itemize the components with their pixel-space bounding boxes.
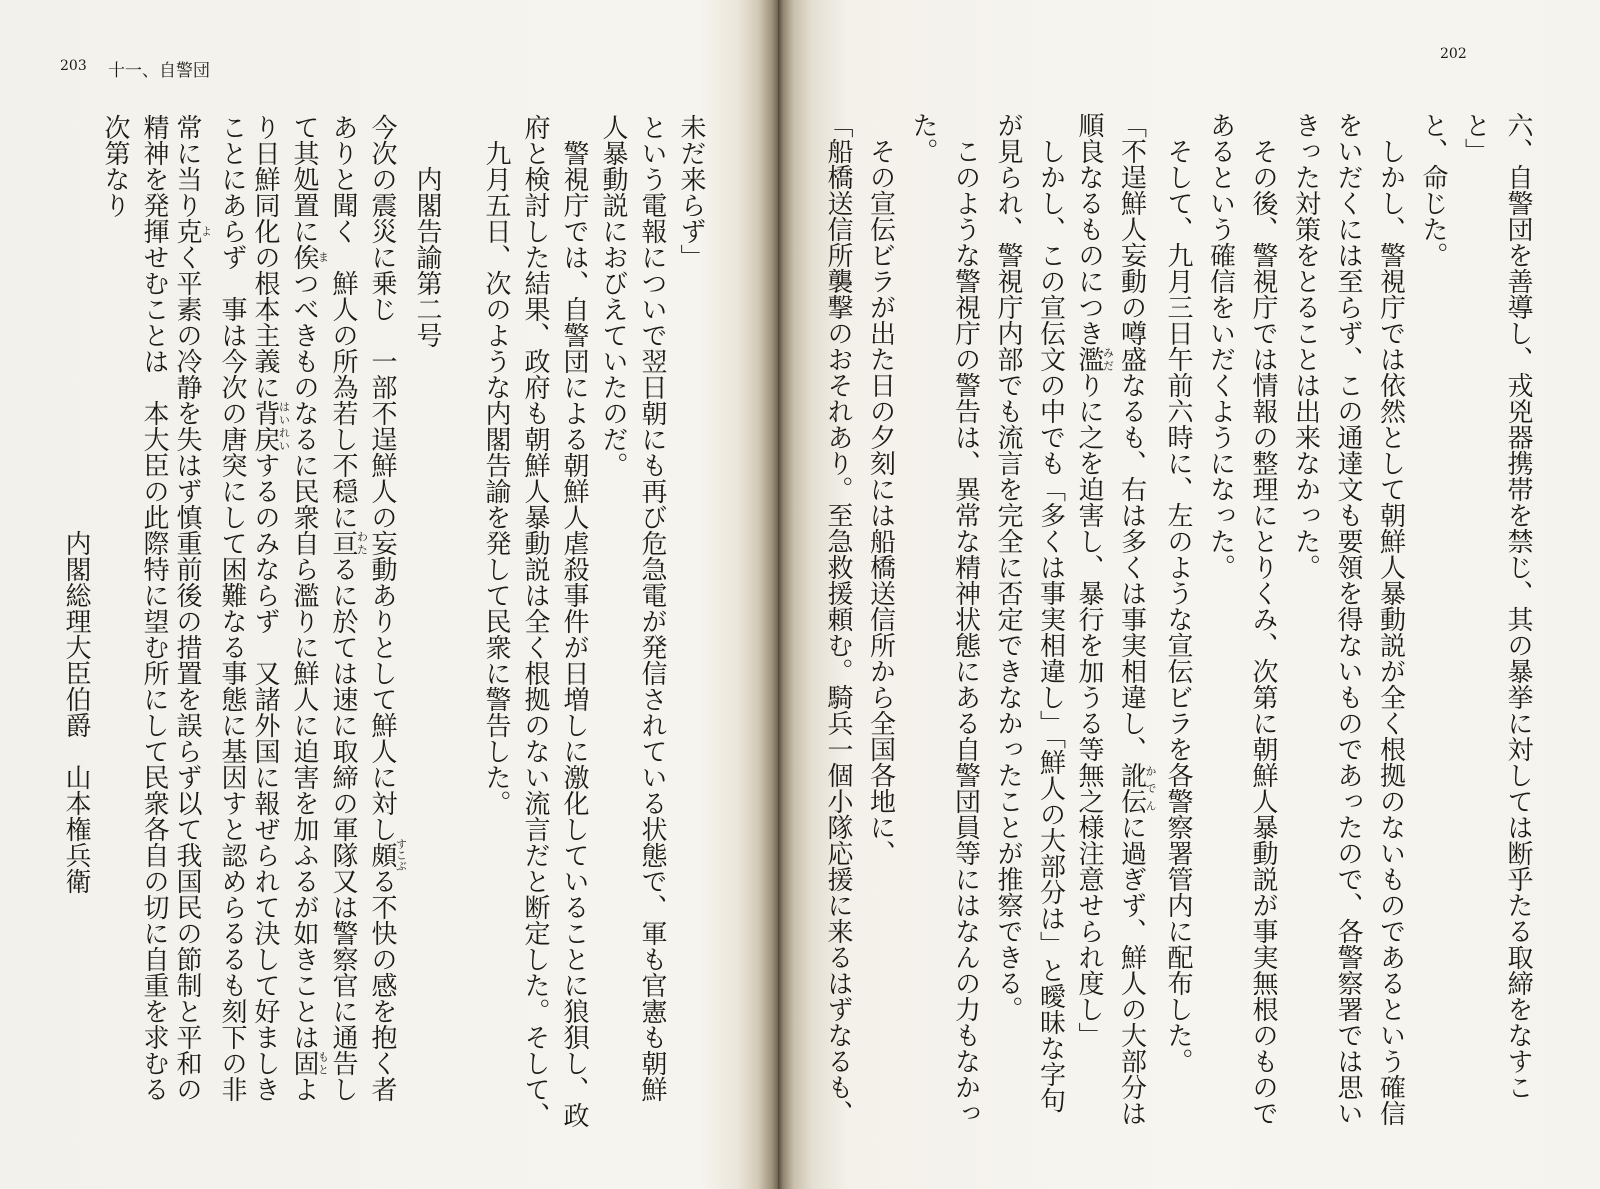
ruby-base: 頗 bbox=[367, 838, 397, 872]
decree-line bbox=[173, 114, 212, 1128]
text-segment: て其処置に bbox=[289, 114, 319, 244]
ruby-base: 濫 bbox=[1074, 346, 1104, 372]
paragraph-line: が見られ、警視庁内部でも流言を完全に否定できなかったことが推察できる。 bbox=[993, 112, 1023, 1022]
ruby-reading: すこぶ bbox=[394, 838, 408, 872]
paragraph-line: をいだくには至らず、この通達文も要領を得ないものであったので、各警察署では思い bbox=[1333, 112, 1363, 1126]
paragraph-start-line: 九月五日、次のような内閣告諭を発して民衆に警告した。 bbox=[481, 140, 511, 816]
ruby-base: 訛伝 bbox=[1116, 762, 1147, 814]
paragraph-line: という電報についで翌日朝にも再び危急電が発信されている状態で、軍も官憲も朝鮮 bbox=[637, 114, 667, 1102]
paragraph-start-line: しかし、この宣伝文の中でも「多くは事実相違し」「鮮人の大部分は」と曖昧な字句 bbox=[1035, 138, 1066, 1113]
ruby-annotated-word bbox=[367, 838, 408, 872]
decree-signature: 内閣総理大臣伯爵 山本権兵衛 bbox=[61, 530, 91, 894]
decree-line: 精神を発揮せむことは 本大臣の此際特に望む所にして民衆各自の切に自重を求むる bbox=[139, 114, 169, 1102]
paragraph-line: と、命じた。 bbox=[1418, 112, 1448, 268]
text-segment: ありと聞く 鮮人の所為若し不穏に bbox=[328, 114, 358, 530]
paragraph-start-line: このような警視庁の警告は、異常な精神状態にある自警団員等にはなんの力もなかっ bbox=[950, 138, 981, 1126]
text-segment: よ bbox=[289, 1076, 319, 1102]
quoted-directive-line: 六、自警団を善導し、戎兇器携帯を禁じ、其の暴挙に対しては断乎たる取締をなすこ bbox=[1503, 112, 1533, 1100]
paragraph-line: た。 bbox=[908, 112, 938, 164]
ruby-base: 固 bbox=[289, 1050, 319, 1076]
quoted-leaflet-line bbox=[1114, 112, 1157, 1126]
ruby-reading: ま bbox=[316, 244, 330, 270]
paragraph-start-line: その後、警視庁では情報の整理にとりくみ、次第に朝鮮人暴動説が事実無根のもので bbox=[1248, 138, 1278, 1126]
text-segment: 常に当り bbox=[172, 114, 202, 218]
text-segment: るに於ては速に取締の軍隊又は警察官に通告し bbox=[328, 556, 358, 1102]
paragraph-line: 人暴動説におびえていたのだ。 bbox=[598, 114, 628, 478]
decree-title: 内閣告諭第二号 bbox=[412, 166, 442, 348]
paragraph-start-line: その宣伝ビラが出た日の夕刻には船橋送信所から全国各地に、 bbox=[865, 138, 896, 866]
ruby-reading: よ bbox=[199, 218, 213, 244]
ruby-reading: はいれい bbox=[277, 400, 291, 452]
running-head: 十一、自警団 bbox=[108, 61, 210, 81]
ruby-annotated-word bbox=[250, 400, 291, 452]
text-segment: 「不逞鮮人妄動の噂盛なるも、右は多くは事実相違し、 bbox=[1116, 112, 1147, 762]
paragraph-line: 府と検討した結果、政府も朝鮮人暴動説は全く根拠のない流言だと断定した。そして、 bbox=[520, 114, 550, 1128]
decree-line: 次第なり bbox=[100, 114, 130, 218]
ruby-reading: かでん bbox=[1144, 762, 1157, 814]
quoted-leaflet-line bbox=[1072, 112, 1115, 1126]
decree-line bbox=[368, 114, 407, 1128]
right-page bbox=[778, 0, 1600, 1189]
paragraph-start-line: そして、九月三日午前六時に、左のような宣伝ビラを各警察署管内に配布した。 bbox=[1163, 138, 1193, 1074]
decree-line: ことにあらず 事は今次の唐突にして困難なる事態に基因すと認めらるるも刻下の非 bbox=[217, 114, 247, 1102]
paragraph-line: あるという確信をいだくようになった。 bbox=[1205, 112, 1236, 580]
quoted-directive-line: と」 bbox=[1460, 112, 1491, 164]
text-segment: 今次の震災に乗じ 一部不逞鮮人の妄動ありとして鮮人に対し bbox=[367, 114, 397, 842]
text-segment: く平素の冷静を失はず慎重前後の措置を誤らず以て我国民の節制と平和の bbox=[172, 244, 202, 1102]
ruby-base: 俟 bbox=[289, 244, 319, 270]
page-number: 202 bbox=[1440, 46, 1467, 62]
paragraph-line: きった対策をとることは出来なかった。 bbox=[1290, 112, 1321, 580]
left-page bbox=[0, 0, 778, 1189]
right-page-body bbox=[816, 112, 1539, 1126]
text-segment: に過ぎず、鮮人の大部分は bbox=[1116, 814, 1147, 1126]
paragraph-start-line: 警視庁では、自警団による朝鮮人虐殺事件が日増しに激化していることに狼狽し、政 bbox=[559, 140, 589, 1128]
text-segment: つべきものなるに民衆自ら濫りに鮮人に迫害を加ふるが如きことは bbox=[289, 270, 319, 1050]
text-segment: り日鮮同化の根本主義に bbox=[250, 114, 280, 400]
ruby-annotated-word bbox=[1074, 346, 1115, 372]
ruby-annotated-word bbox=[289, 1050, 330, 1076]
quoted-telegram-line: 未だ来らず」 bbox=[676, 114, 706, 270]
ruby-annotated-word bbox=[328, 530, 369, 556]
text-segment: りに之を迫害し、暴行を加うる等無之様注意せられ度し」 bbox=[1074, 372, 1104, 1048]
quoted-telegram-line: 「船橋送信所襲撃のおそれあり。至急救援頼む。騎兵一個小隊応援に来るはずなるも、 bbox=[823, 112, 853, 1126]
ruby-reading: もと bbox=[316, 1050, 330, 1076]
paragraph-start-line: しかし、警視庁では依然として朝鮮人暴動説が全く根拠のないものであるという確信 bbox=[1375, 138, 1406, 1126]
ruby-annotated-word bbox=[289, 244, 330, 270]
text-segment: するのみならず 又諸外国に報ぜられて決して好ましき bbox=[250, 452, 280, 1102]
ruby-base: 克 bbox=[172, 218, 202, 244]
text-segment: 順良なるものにつき bbox=[1074, 112, 1104, 346]
left-page-body bbox=[55, 114, 710, 1128]
text-segment: る不快の感を抱く者 bbox=[367, 868, 397, 1102]
ruby-base: 背戻 bbox=[250, 400, 280, 452]
page-number: 203 bbox=[60, 58, 87, 74]
ruby-annotated-word bbox=[1116, 762, 1157, 814]
ruby-reading: わた bbox=[355, 530, 369, 556]
ruby-annotated-word bbox=[172, 218, 213, 244]
ruby-base: 亘 bbox=[328, 530, 358, 556]
ruby-reading: みだ bbox=[1101, 346, 1115, 372]
